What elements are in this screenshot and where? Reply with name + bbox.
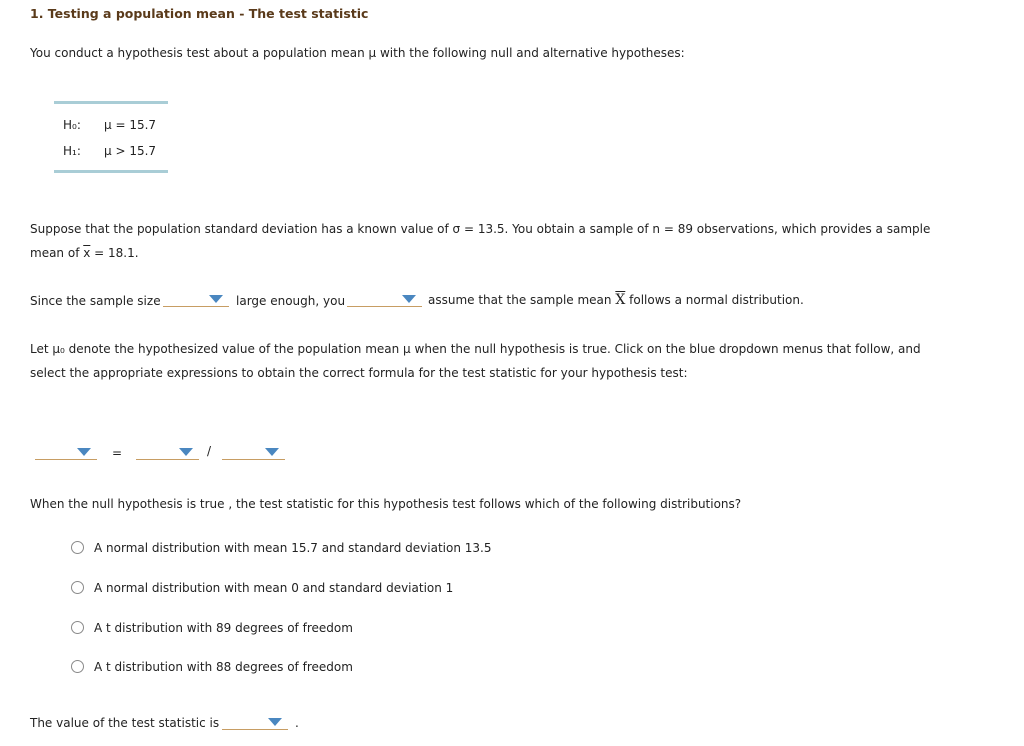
- triangle-down-icon: [209, 295, 223, 303]
- formula-intro-line-2: select the appropriate expressions to obtain the correct formula for the test statistic for your hypothesis test:: [30, 366, 688, 380]
- scenario-line-2: mean of $\overline{x} = 18.1$.: [30, 246, 139, 260]
- denominator-dropdown[interactable]: [222, 445, 285, 460]
- sample-size-text-middle: large enough, you: [236, 294, 346, 308]
- intro-text: You conduct a hypothesis test about a population mean μ with the following null and alternative hypotheses:: [30, 46, 685, 60]
- sample-size-text-before: Since the sample size: [30, 294, 161, 308]
- triangle-down-icon: [402, 295, 416, 303]
- option-2-label[interactable]: A normal distribution with mean 0 and standard deviation 1: [94, 581, 454, 595]
- option-4-label[interactable]: A t distribution with 88 degrees of freedom: [94, 660, 353, 674]
- hypotheses-bottom-rule: [54, 170, 168, 173]
- xbar-symbol: $\overline{x}$: [83, 246, 91, 260]
- option-3-label[interactable]: A t distribution with 89 degrees of freedom: [94, 621, 353, 635]
- statistic-dropdown[interactable]: [35, 445, 97, 460]
- test-statistic-value-dropdown[interactable]: [222, 715, 288, 730]
- question-title: 1. Testing a population mean - The test statistic: [30, 6, 369, 21]
- formula-intro-line-1: Let μ₀ denote the hypothesized value of the population mean μ when the null hypothesis is true. Click on the blue dropdown menus that follow, and: [30, 342, 921, 356]
- triangle-down-icon: [179, 448, 193, 456]
- hypotheses-top-rule: [54, 101, 168, 104]
- distribution-question: When the null hypothesis is true , the test statistic for this hypothesis test follows which of the following distributions?: [30, 497, 742, 511]
- normality-dropdown[interactable]: [347, 292, 422, 307]
- h0-label: H₀:: [63, 118, 81, 132]
- numerator-dropdown[interactable]: [136, 445, 199, 460]
- triangle-down-icon: [268, 718, 282, 726]
- h0-expression: μ = 15.7: [104, 118, 157, 132]
- triangle-down-icon: [77, 448, 91, 456]
- triangle-down-icon: [265, 448, 279, 456]
- formula-divide: /: [207, 444, 212, 458]
- final-suffix: .: [295, 716, 299, 730]
- h1-label: H₁:: [63, 144, 81, 158]
- scenario-line-1: Suppose that the population standard deviation has a known value of σ = 13.5. You obtain a sample of n = 89 observations, which provides a sample: [30, 222, 931, 236]
- sample-size-dropdown[interactable]: [163, 292, 229, 307]
- radio-option-1[interactable]: [71, 541, 84, 554]
- radio-option-3[interactable]: [71, 621, 84, 634]
- h1-expression: μ > 15.7: [104, 144, 157, 158]
- radio-option-2[interactable]: [71, 581, 84, 594]
- final-prefix: The value of the test statistic is: [30, 716, 220, 730]
- capital-xbar-symbol: $\overline{X}$: [615, 292, 626, 308]
- option-1-label[interactable]: A normal distribution with mean 15.7 and standard deviation 13.5: [94, 541, 492, 555]
- formula-equals: =: [112, 446, 123, 460]
- sample-size-text-after: assume that the sample mean $\overline{X}$ follows a normal distribution.: [428, 292, 804, 308]
- radio-option-4[interactable]: [71, 660, 84, 673]
